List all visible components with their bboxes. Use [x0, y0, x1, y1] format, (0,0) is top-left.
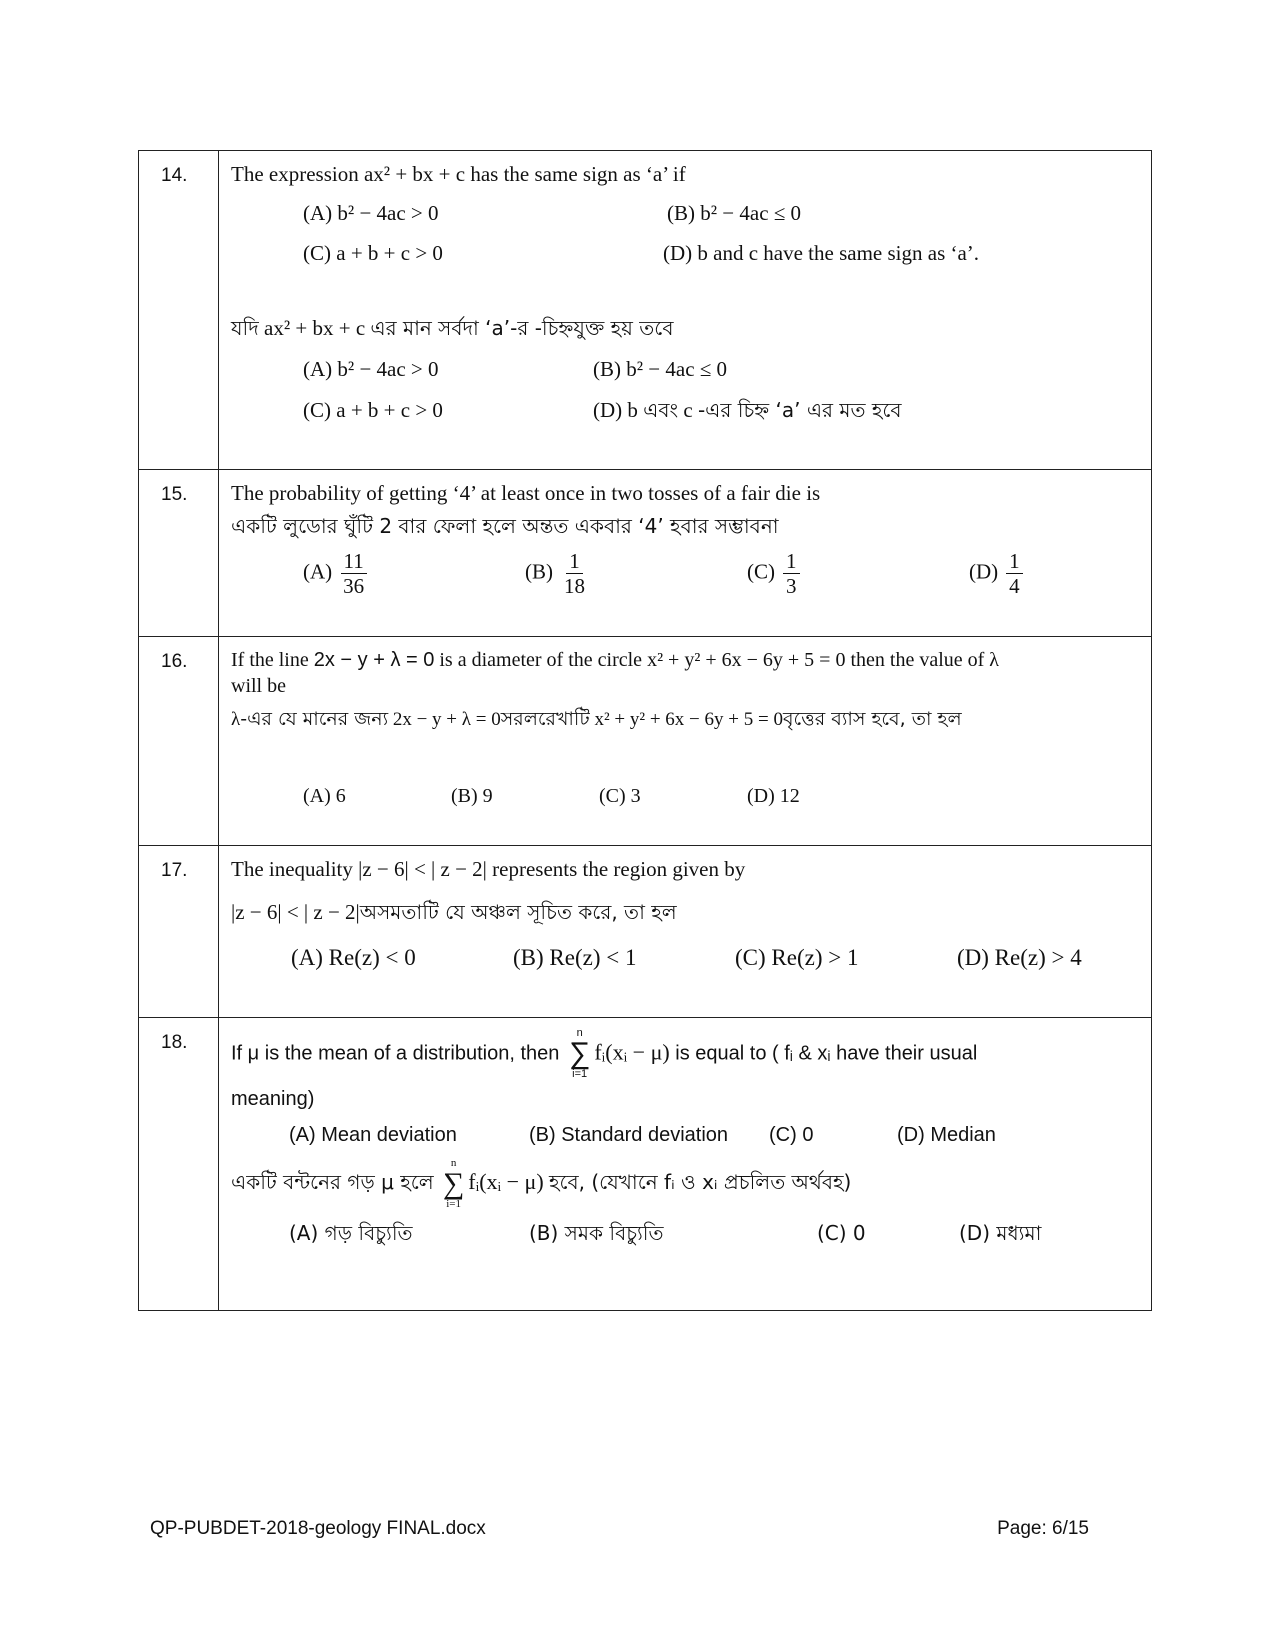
- math-expression: ax² + bx + c: [264, 315, 366, 340]
- footer-filename: QP-PUBDET-2018-geology FINAL.docx: [150, 1518, 486, 1539]
- option-a: (A) 6: [303, 784, 346, 807]
- option-c: (C) 0: [817, 1221, 866, 1245]
- sum-expression: fᵢ(xᵢ − μ): [594, 1039, 670, 1065]
- footer-page-number: Page: 6/15: [997, 1518, 1089, 1539]
- question-text-bn: |z − 6| < | z − 2|অসমতাটি যে অঞ্চল সূচিত করে, তা হল: [231, 900, 677, 925]
- question-sheet: [138, 150, 1152, 1311]
- question-text-bn: λ-এর যে মানের জন্য 2x − y + λ = 0সরলরেখাটি x² + y² + 6x − 6y + 5 = 0বৃত্তের ব্যাস হবে, তা হল: [231, 708, 962, 730]
- option-d: (D) b and c have the same sign as ‘a’.: [663, 240, 980, 265]
- question-text-en: If the line 2x − y + λ = 0 is a diameter of the circle x² + y² + 6x − 6y + 5 = 0 then the value of λ: [231, 649, 999, 671]
- line-equation: 2x − y + λ = 0: [313, 649, 435, 671]
- question-text-en: If μ is the mean of a distribution, then n ∑ i=1 fᵢ(xᵢ − μ) is equal to ( fᵢ & xᵢ have their usual: [231, 1027, 978, 1080]
- question-text-en: The expression ax² + bx + c has the same sign as ‘a’ if: [231, 162, 686, 186]
- question-body: [219, 637, 1152, 846]
- math-expression: ax² + bx + c: [363, 162, 466, 186]
- options-en-row: [289, 1122, 1139, 1148]
- questions-table: [138, 150, 1152, 1311]
- option-b: (B) b² − 4ac ≤ 0: [593, 357, 728, 382]
- fraction: $\frac{1}{18}$: [564, 549, 585, 599]
- question-row-15: [139, 470, 1152, 637]
- question-number: 17.: [139, 846, 219, 1018]
- option-a: (A) গড় বিচ্যুতি: [289, 1221, 413, 1245]
- option-d: (D) Re(z) > 4: [957, 944, 1082, 970]
- options-row: [291, 943, 1139, 973]
- summation: n ∑ i=1: [442, 1157, 465, 1210]
- question-text-en: The probability of getting ‘4’ at least once in two tosses of a fair die is: [231, 481, 821, 505]
- fraction: $\frac{1}{3}$: [783, 549, 800, 598]
- question-body: [219, 151, 1152, 470]
- question-body: [219, 1018, 1152, 1311]
- option-c: (C) a + b + c > 0: [303, 398, 443, 423]
- options-bn-row1: [303, 356, 1139, 383]
- option-c: (C) a + b + c > 0: [303, 240, 443, 265]
- sum-expression: fᵢ(xᵢ − μ): [468, 1168, 544, 1194]
- option-c: (C) 0: [769, 1124, 814, 1146]
- question-text-bn: যদি ax² + bx + c এর মান সর্বদা ‘a’-র -চিহ্নযুক্ত হয় তবে: [231, 315, 674, 340]
- question-text-en: The inequality |z − 6| < | z − 2| represents the region given by: [231, 857, 746, 881]
- question-number: 14.: [139, 151, 219, 470]
- sigma-symbol: ∑: [442, 1167, 465, 1200]
- question-row-16: [139, 637, 1152, 846]
- options-row: [303, 549, 1139, 598]
- fraction: $\frac{1}{4}$: [1006, 549, 1023, 598]
- inequality: |z − 6| < | z − 2|: [231, 900, 360, 925]
- question-number: 18.: [139, 1018, 219, 1311]
- question-number: 16.: [139, 637, 219, 846]
- inequality: |z − 6| < | z − 2|: [358, 857, 487, 881]
- options-en-row1: [303, 200, 1139, 227]
- question-row-18: [139, 1018, 1152, 1311]
- option-d: (D) $\frac{1}{4}$: [969, 549, 1023, 598]
- question-text-en-cont: will be: [231, 675, 286, 697]
- question-row-14: [139, 151, 1152, 470]
- option-d: (D) 12: [747, 784, 800, 807]
- sigma-symbol: ∑: [568, 1037, 591, 1070]
- question-text-bn: একটি বন্টনের গড় μ হলে n ∑ i=1 fᵢ(xᵢ − μ) হবে, (যেখানে fᵢ ও xᵢ প্রচলিত অর্থবহ): [231, 1157, 852, 1210]
- line-equation: 2x − y + λ = 0: [392, 709, 501, 730]
- question-body: [219, 846, 1152, 1018]
- circle-equation: x² + y² + 6x − 6y + 5 = 0: [594, 709, 783, 730]
- options-bn-row2: [303, 397, 1139, 424]
- option-d: (D) মধ্যমা: [959, 1221, 1042, 1245]
- options-row: [303, 783, 1139, 809]
- question-text-en-cont: meaning): [231, 1088, 315, 1110]
- option-a: (A) Re(z) < 0: [291, 944, 416, 970]
- option-a: (A) $\frac{11}{36}$: [303, 549, 525, 598]
- option-d: (D) Median: [897, 1124, 996, 1146]
- summation: n ∑ i=1: [568, 1027, 591, 1080]
- question-number: 15.: [139, 470, 219, 637]
- options-bn-row: [289, 1220, 1139, 1246]
- option-a: (A) Mean deviation: [289, 1124, 457, 1146]
- option-b: (B) সমক বিচ্যুতি: [529, 1221, 664, 1245]
- option-d: (D) b এবং c -এর চিহ্ন ‘a’ এর মত হবে: [593, 398, 902, 423]
- option-a: (A) b² − 4ac > 0: [303, 201, 439, 226]
- option-c: (C) $\frac{1}{3}$: [747, 549, 969, 598]
- question-row-17: [139, 846, 1152, 1018]
- option-b: (B) Standard deviation: [529, 1124, 729, 1146]
- option-b: (B) $\frac{1}{18}$: [525, 549, 747, 598]
- options-en-row2: [303, 240, 1139, 267]
- option-c: (C) Re(z) > 1: [735, 944, 859, 970]
- fraction: $\frac{11}{36}$: [340, 549, 367, 598]
- option-c: (C) 3: [599, 784, 641, 807]
- question-body: [219, 470, 1152, 637]
- option-a: (A) b² − 4ac > 0: [303, 357, 439, 382]
- question-text-bn: একটি লুডোর ঘুঁটি 2 বার ফেলা হলে অন্তত একবার ‘4’ হবার সম্ভাবনা: [231, 514, 779, 539]
- option-b: (B) b² − 4ac ≤ 0: [667, 201, 802, 226]
- circle-equation: x² + y² + 6x − 6y + 5 = 0: [647, 649, 846, 671]
- option-b: (B) 9: [451, 784, 493, 807]
- option-b: (B) Re(z) < 1: [513, 944, 637, 970]
